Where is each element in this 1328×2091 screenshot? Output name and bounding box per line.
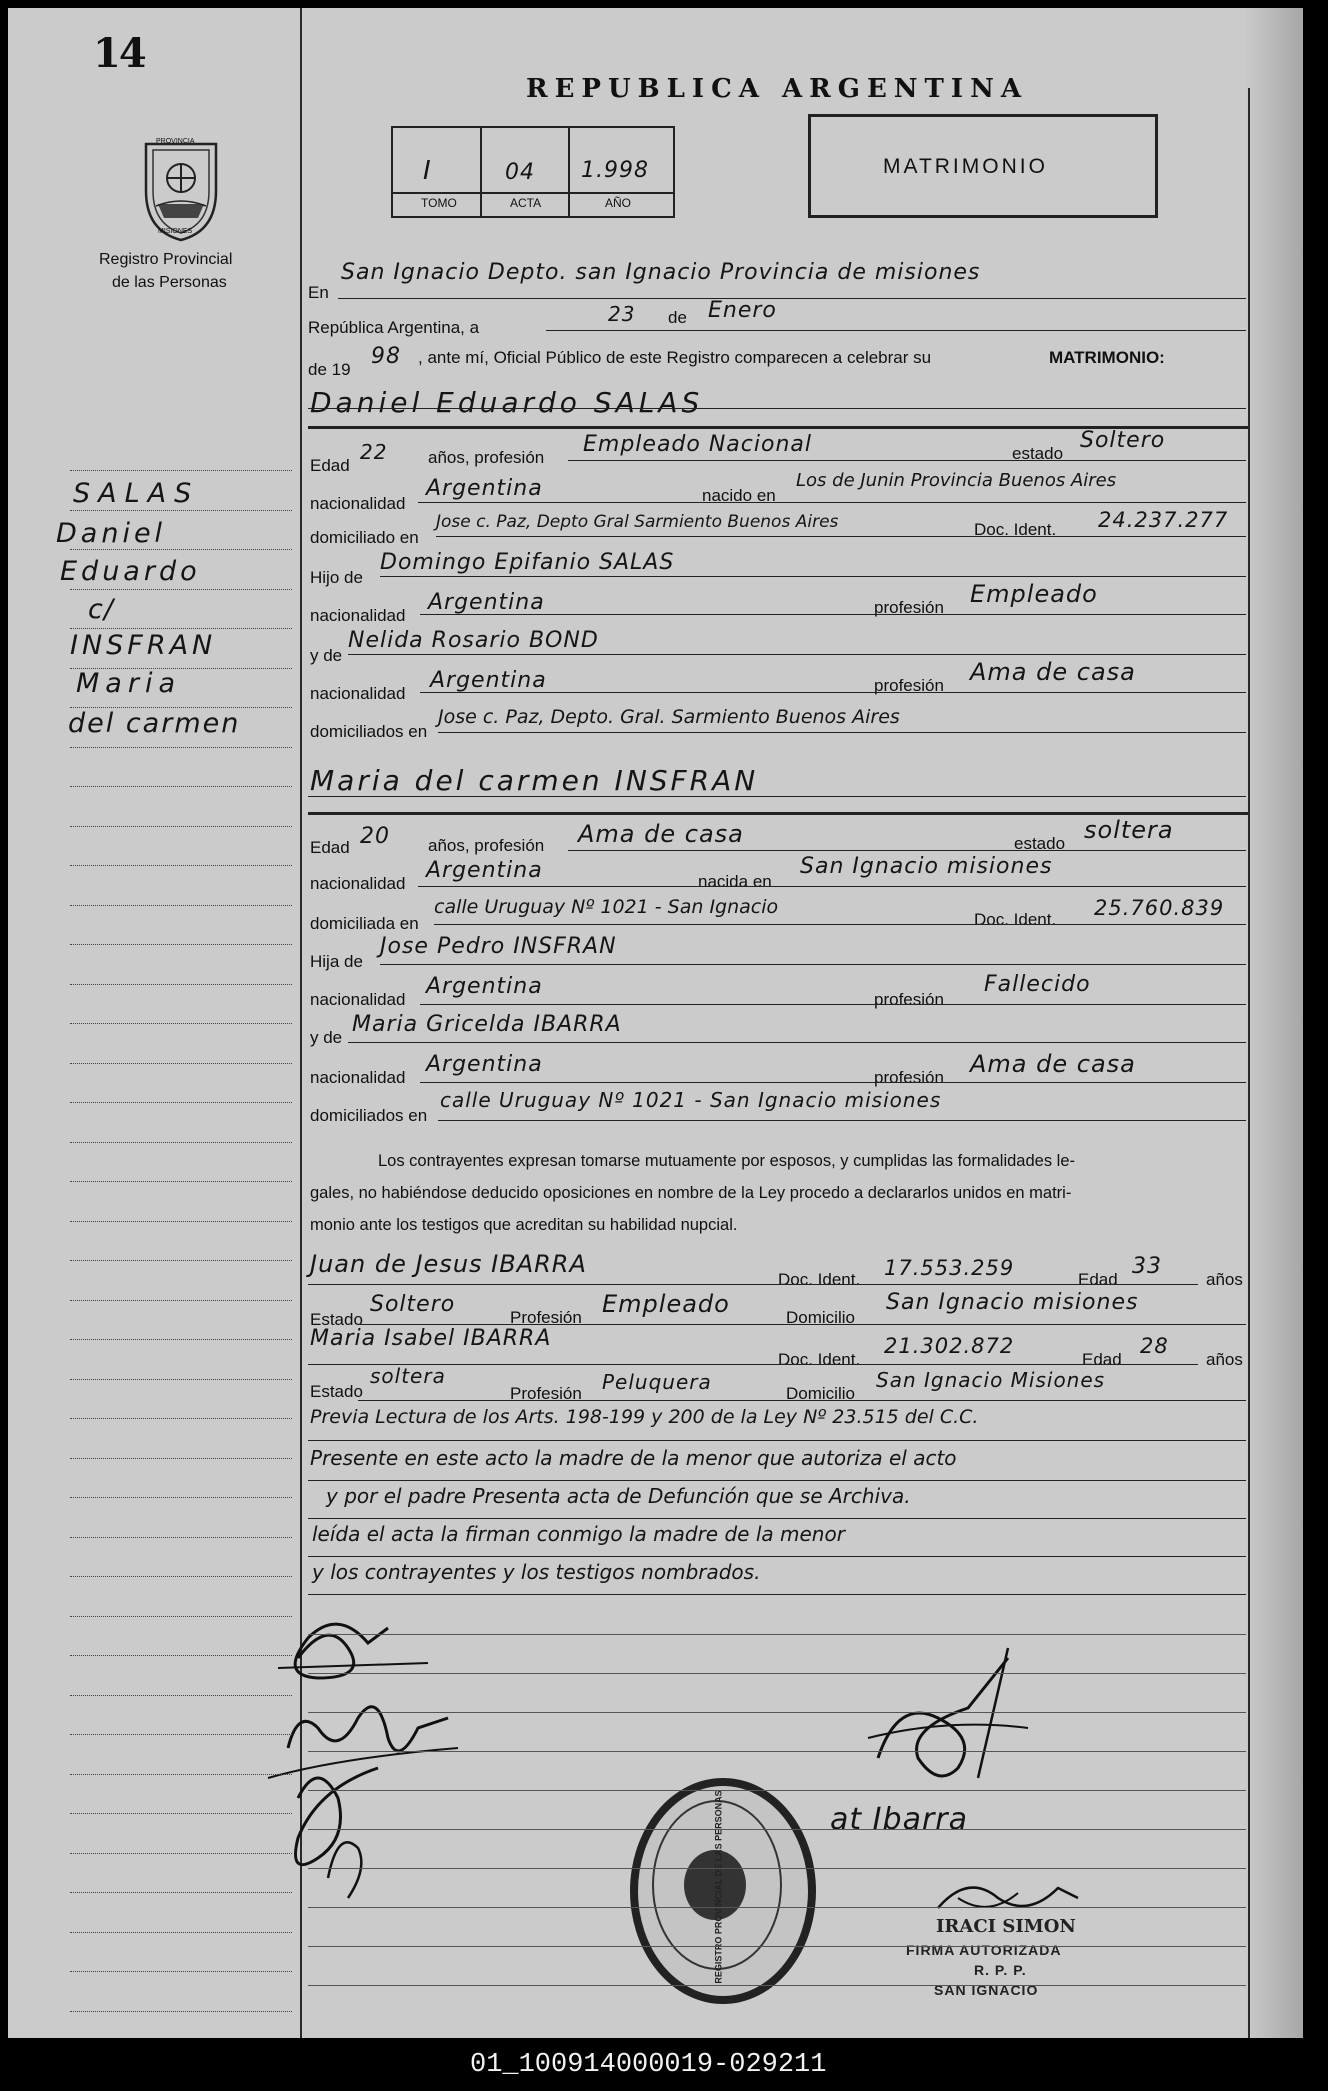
witness2-doc-label: Doc. Ident.: [778, 1350, 861, 1369]
blank-ruled-line: [308, 1673, 1246, 1674]
margin-ruled-line: [70, 1023, 292, 1024]
witness2-edad-label: Edad: [1082, 1350, 1122, 1369]
en-label: En: [308, 283, 329, 302]
matrimonio-bold: MATRIMONIO:: [1049, 348, 1165, 367]
de-label: de: [668, 308, 687, 327]
margin-ruled-line: [70, 826, 292, 827]
witness2-estado-label: Estado: [310, 1382, 363, 1401]
signature-scribbles: [258, 1608, 558, 1938]
groom-padre-nac: Argentina: [428, 590, 545, 615]
margin-ruled-line: [70, 1576, 292, 1577]
margin-ruled-line: [70, 707, 292, 708]
witness2-name: Maria Isabel IBARRA: [310, 1326, 552, 1351]
margin-ruled-line: [70, 1971, 292, 1972]
blank-ruled-line: [308, 1634, 1246, 1635]
margin-ruled-line: [70, 1774, 292, 1775]
bride-profesion: Ama de casa: [578, 820, 744, 848]
groom-padres-dom: Jose c. Paz, Depto. Gral. Sarmiento Buenos Aires: [438, 706, 900, 728]
groom-edad-label: Edad: [310, 456, 350, 475]
blank-ruled-line: [308, 1907, 1246, 1908]
official-line3: SAN IGNACIO: [934, 1982, 1039, 1998]
bride-nacida: San Ignacio misiones: [800, 854, 1053, 879]
groom-madre-nac-label: nacionalidad: [310, 684, 406, 703]
margin-ruled-line: [70, 944, 292, 945]
margin-ruled-line: [70, 1734, 292, 1735]
bride-ydel-label: y de: [310, 1028, 343, 1047]
witness2-dom-label: Domicilio: [786, 1384, 855, 1403]
formal-text-line: gales, no habiéndose deducido oposiciones en nombre de la Ley procedo a declararlos unidos en matri-: [310, 1184, 1072, 1202]
year-prefix: de 19: [308, 360, 351, 379]
groom-edad: 22: [360, 440, 388, 464]
witness1-doc-label: Doc. Ident.: [778, 1270, 861, 1289]
margin-ruled-line: [70, 1379, 292, 1380]
margin-ruled-line: [70, 1497, 292, 1498]
bride-nacida-label: nacida en: [698, 872, 772, 891]
bride-dom-label: domiciliada en: [310, 914, 419, 933]
bride-padres-dom-label: domiciliados en: [310, 1106, 428, 1125]
witness1-doc: 17.553.259: [884, 1256, 1015, 1280]
margin-ruled-line: [70, 1221, 292, 1222]
country-title: REPUBLICA ARGENTINA: [526, 74, 1029, 104]
crest-top-text: PROVINCIA: [156, 138, 195, 145]
blank-ruled-line: [308, 1868, 1246, 1869]
groom-dom-label: domiciliado en: [310, 528, 419, 547]
groom-name: Daniel Eduardo SALAS: [310, 386, 704, 419]
bride-madre-nac-label: nacionalidad: [310, 1068, 406, 1087]
acta-value: 04: [505, 160, 535, 185]
bride-padres-dom: calle Uruguay Nº 1021 - San Ignacio misiones: [440, 1088, 942, 1112]
groom-domicilio: Jose c. Paz, Depto Gral Sarmiento Buenos Aires: [436, 512, 839, 532]
matrimonio-box: [808, 114, 1158, 218]
groom-padre-prof: Empleado: [970, 580, 1098, 608]
margin-ruled-line: [70, 1853, 292, 1854]
bride-estado-label: estado: [1014, 834, 1066, 853]
witness2-profesion: Peluquera: [602, 1370, 712, 1394]
intro-statement: , ante mí, Oficial Público de este Registro comparecen a celebrar su: [418, 348, 932, 367]
groom-padre-nac-label: nacionalidad: [310, 606, 406, 625]
acta-label: ACTA: [510, 196, 542, 210]
blank-ruled-line: [308, 1751, 1246, 1752]
bride-profesion-label: años, profesión: [428, 836, 545, 855]
margin-ruled-line: [70, 747, 292, 748]
witness1-prof-label: Profesión: [510, 1308, 582, 1327]
margin-ruled-line: [70, 1537, 292, 1538]
margin-ruled-line: [70, 1102, 292, 1103]
witness1-estado-label: Estado: [310, 1310, 363, 1329]
blank-ruled-line: [308, 1829, 1246, 1830]
witness2-doc: 21.302.872: [884, 1334, 1015, 1358]
bride-nacionalidad: Argentina: [426, 858, 543, 883]
official-line2: R. P. P.: [974, 1962, 1027, 1978]
groom-estado-label: estado: [1012, 444, 1064, 463]
bride-doc: 25.760.839: [1094, 896, 1225, 920]
margin-ruled-line: [70, 549, 292, 550]
margin-note-line: Daniel: [56, 518, 167, 549]
witness1-estado: Soltero: [370, 1292, 456, 1317]
ano-value: 1.998: [581, 158, 649, 183]
footer-id: 01_100914000019-029211: [470, 2050, 827, 2080]
groom-padres-dom-label: domiciliados en: [310, 722, 428, 741]
groom-hijo-label: Hijo de: [310, 568, 363, 587]
margin-ruled-line: [70, 470, 292, 471]
groom-madre-nac: Argentina: [430, 668, 547, 693]
witness1-anos-label: años: [1206, 1270, 1243, 1289]
witness2-estado: soltera: [370, 1364, 446, 1388]
margin-ruled-line: [70, 628, 292, 629]
registrar-signature: [858, 1638, 1038, 1788]
bride-madre-prof: Ama de casa: [970, 1050, 1136, 1078]
margin-ruled-line: [70, 865, 292, 866]
groom-padre: Domingo Epifanio SALAS: [380, 550, 675, 575]
observation-line: leída el acta la firman conmigo la madre de la menor: [312, 1522, 845, 1546]
intro-year: 98: [371, 344, 401, 369]
witness1-edad: 33: [1132, 1254, 1162, 1279]
bride-estado: soltera: [1084, 816, 1174, 844]
blank-ruled-line: [308, 1790, 1246, 1791]
margin-ruled-line: [70, 668, 292, 669]
blank-ruled-line: [308, 1946, 1246, 1947]
witness1-dom-label: Domicilio: [786, 1308, 855, 1327]
intro-day: 23: [608, 302, 636, 326]
groom-madre-prof: Ama de casa: [970, 658, 1136, 686]
bride-padre-prof-label: profesión: [874, 990, 944, 1009]
witness1-profesion: Empleado: [602, 1290, 730, 1318]
margin-ruled-line: [70, 1616, 292, 1617]
observation-line: y los contrayentes y los testigos nombrados.: [312, 1560, 761, 1584]
margin-note-line: Eduardo: [60, 556, 201, 587]
margin-note-line: c/: [88, 594, 114, 625]
bride-padre: Jose Pedro INSFRAN: [380, 934, 617, 959]
margin-ruled-line: [70, 1813, 292, 1814]
groom-nacido: Los de Junin Provincia Buenos Aires: [796, 470, 1117, 491]
margin-ruled-line: [70, 905, 292, 906]
bride-padre-prof: Fallecido: [984, 972, 1091, 997]
bride-doc-label: Doc. Ident.: [974, 910, 1057, 929]
margin-note-line: Maria: [76, 668, 181, 699]
document-type: MATRIMONIO: [883, 155, 1048, 178]
margin-ruled-line: [70, 1892, 292, 1893]
margin-note-line: SALAS: [73, 478, 200, 509]
margin-ruled-line: [70, 1418, 292, 1419]
intro-place: San Ignacio Depto. san Ignacio Provincia de misiones: [341, 260, 981, 285]
groom-ydel-label: y de: [310, 646, 343, 665]
witness2-edad: 28: [1140, 1334, 1169, 1358]
margin-ruled-line: [70, 1181, 292, 1182]
groom-doc-label: Doc. Ident.: [974, 520, 1057, 539]
witness2-anos-label: años: [1206, 1350, 1243, 1369]
witness2-domicilio: San Ignacio Misiones: [876, 1368, 1106, 1392]
groom-profesion-label: años, profesión: [428, 448, 545, 467]
blank-ruled-line: [308, 1712, 1246, 1713]
margin-ruled-line: [70, 984, 292, 985]
groom-estado: Soltero: [1080, 428, 1166, 453]
observation-line: Presente en este acto la madre de la menor que autoriza el acto: [310, 1446, 957, 1470]
margin-ruled-line: [70, 510, 292, 511]
tomo-label: TOMO: [421, 196, 457, 210]
groom-madre: Nelida Rosario BOND: [348, 628, 599, 653]
witness2-prof-label: Profesión: [510, 1384, 582, 1403]
intro-month: Enero: [708, 298, 777, 323]
crest-bottom-text: MISIONES: [158, 228, 193, 235]
margin-ruled-line: [70, 786, 292, 787]
official-line1: FIRMA AUTORIZADA: [906, 1942, 1062, 1958]
republica-label: República Argentina, a: [308, 318, 480, 337]
groom-profesion: Empleado Nacional: [583, 432, 812, 457]
margin-ruled-line: [70, 1063, 292, 1064]
observation-line: y por el padre Presenta acta de Defunción que se Archiva.: [326, 1484, 911, 1508]
bride-padre-nac: Argentina: [426, 974, 543, 999]
groom-doc: 24.237.277: [1098, 508, 1229, 532]
tomo-value: I: [423, 156, 432, 186]
round-seal: [630, 1778, 816, 2004]
groom-nacionalidad: Argentina: [426, 476, 543, 501]
registry-label-line1: Registro Provincial: [99, 251, 233, 268]
witness1-domicilio: San Ignacio misiones: [886, 1290, 1139, 1315]
groom-nac-label: nacionalidad: [310, 494, 406, 513]
witness1-edad-label: Edad: [1078, 1270, 1118, 1289]
bride-hija-label: Hija de: [310, 952, 363, 971]
paper-sheet: [8, 8, 1303, 2038]
groom-padre-prof-label: profesión: [874, 598, 944, 617]
witness-signature-text: at Ibarra: [830, 1802, 969, 1837]
margin-ruled-line: [70, 1300, 292, 1301]
bride-domicilio: calle Uruguay Nº 1021 - San Ignacio: [434, 896, 779, 918]
bride-madre: Maria Gricelda IBARRA: [352, 1012, 622, 1037]
formal-text-line: monio ante los testigos que acreditan su habilidad nupcial.: [310, 1216, 738, 1234]
margin-ruled-line: [70, 1655, 292, 1656]
record-number-box: [391, 126, 675, 218]
margin-ruled-line: [70, 1142, 292, 1143]
margin-ruled-line: [70, 1695, 292, 1696]
groom-madre-prof-label: profesión: [874, 676, 944, 695]
registry-label-line2: de las Personas: [112, 274, 227, 291]
margin-note-line: del carmen: [68, 708, 241, 739]
page-number: 14: [93, 30, 145, 77]
margin-ruled-line: [70, 1458, 292, 1459]
formal-text-line: Los contrayentes expresan tomarse mutuamente por esposos, y cumplidas las formalidades le-: [378, 1152, 1076, 1170]
margin-ruled-line: [70, 589, 292, 590]
bride-edad-label: Edad: [310, 838, 350, 857]
margin-note-line: INSFRAN: [70, 630, 217, 661]
official-name: IRACI SIMON: [936, 1916, 1076, 1937]
seal-text: REGISTRO PROVINCIAL DE LAS PERSONAS: [713, 1790, 724, 1984]
groom-nacido-label: nacido en: [702, 486, 776, 505]
margin-ruled-line: [70, 1260, 292, 1261]
bride-padre-nac-label: nacionalidad: [310, 990, 406, 1009]
bride-name: Maria del carmen INSFRAN: [310, 764, 759, 797]
bride-madre-nac: Argentina: [426, 1052, 543, 1077]
right-edge-line: [1248, 88, 1250, 2038]
bride-madre-prof-label: profesión: [874, 1068, 944, 1087]
margin-ruled-line: [70, 1339, 292, 1340]
bride-nac-label: nacionalidad: [310, 874, 406, 893]
blank-ruled-line: [308, 1985, 1246, 1986]
bride-edad: 20: [360, 824, 390, 849]
margin-ruled-line: [70, 1932, 292, 1933]
margin-ruled-line: [70, 2011, 292, 2012]
witness1-name: Juan de Jesus IBARRA: [310, 1250, 587, 1278]
observation-line: Previa Lectura de los Arts. 198-199 y 200 de la Ley Nº 23.515 del C.C.: [310, 1406, 979, 1428]
ano-label: AÑO: [605, 196, 632, 210]
